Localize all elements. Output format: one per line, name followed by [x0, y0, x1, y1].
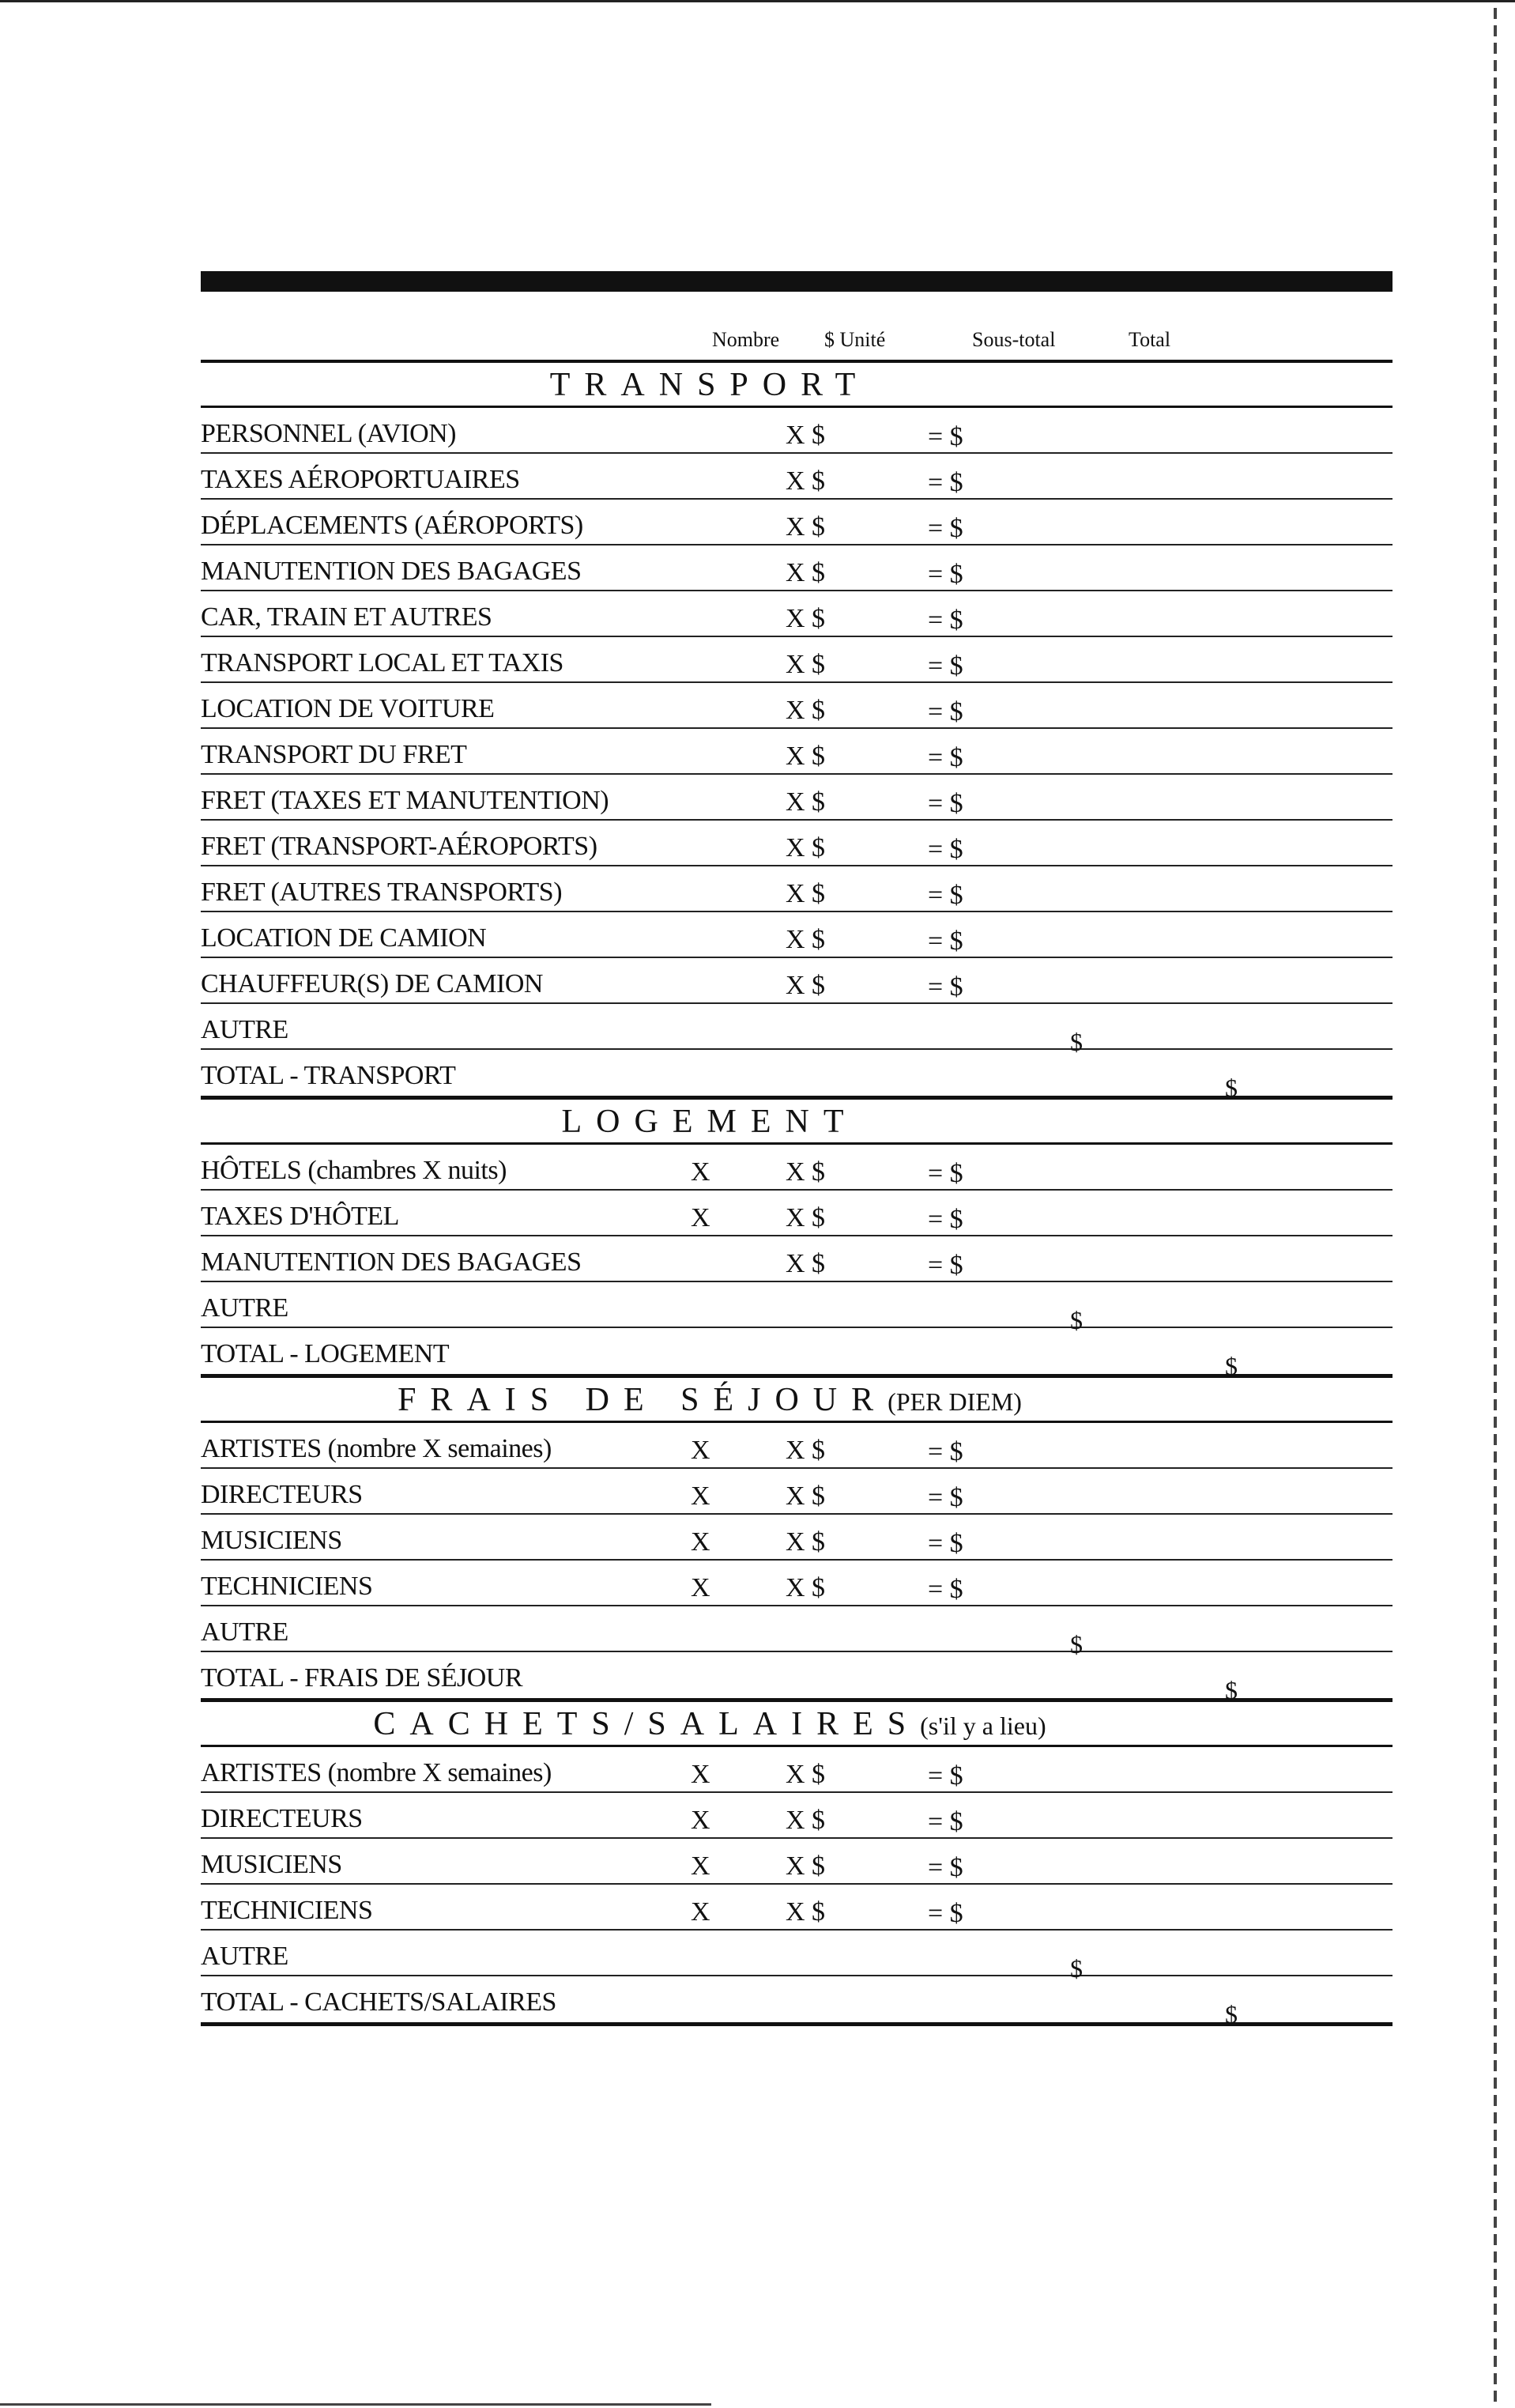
total-label: TOTAL - TRANSPORT	[201, 1061, 456, 1090]
sous-total-field[interactable]: = $	[928, 1251, 963, 1280]
form-row	[201, 775, 1393, 821]
sous-total-field[interactable]: = $	[928, 1437, 963, 1466]
total-row	[201, 1328, 1393, 1378]
row-label: CHAUFFEUR(S) DE CAMION	[201, 969, 543, 998]
autre-amount-field[interactable]: $	[1070, 1028, 1083, 1056]
section-title-transport	[201, 363, 1393, 408]
sous-total-field[interactable]: = $	[928, 651, 963, 681]
row-label: MANUTENTION DES BAGAGES	[201, 1247, 582, 1277]
sous-total-field[interactable]: = $	[928, 422, 963, 451]
section-heading-suffix: (PER DIEM)	[888, 1387, 1022, 1416]
total-row	[201, 1976, 1393, 2029]
count-multiplier[interactable]: X	[691, 1481, 710, 1511]
row-label: FRET (TAXES ET MANUTENTION)	[201, 786, 609, 815]
form-row	[201, 408, 1393, 454]
row-label: CAR, TRAIN ET AUTRES	[201, 602, 492, 632]
sous-total-field[interactable]: = $	[928, 1483, 963, 1512]
row-label: MANUTENTION DES BAGAGES	[201, 557, 582, 586]
count-multiplier[interactable]: X	[691, 1203, 710, 1232]
sous-total-field[interactable]: = $	[928, 1761, 963, 1791]
unit-price-field[interactable]: X $	[786, 421, 826, 450]
form-row	[201, 545, 1393, 591]
unit-price-field[interactable]: X $	[786, 1203, 826, 1232]
sous-total-field[interactable]: = $	[928, 835, 963, 864]
total-row	[201, 1652, 1393, 1702]
unit-price-field[interactable]: X $	[786, 742, 826, 771]
total-amount-field[interactable]: $	[1225, 2000, 1238, 2029]
sous-total-field[interactable]: = $	[928, 1899, 963, 1928]
row-label: ARTISTES (nombre X semaines)	[201, 1758, 552, 1787]
scan-edge-top	[0, 0, 1515, 2]
form-row	[201, 637, 1393, 683]
row-label: TRANSPORT LOCAL ET TAXIS	[201, 648, 563, 677]
unit-price-field[interactable]: X $	[786, 925, 826, 954]
unit-price-field[interactable]: X $	[786, 1573, 826, 1602]
form-row	[201, 1839, 1393, 1885]
unit-price-field[interactable]: X $	[786, 1760, 826, 1789]
row-label: TRANSPORT DU FRET	[201, 740, 467, 769]
sous-total-field[interactable]: = $	[928, 881, 963, 910]
section-heading	[201, 366, 1219, 404]
header-bar	[201, 271, 1393, 292]
count-multiplier[interactable]: X	[691, 1760, 710, 1789]
autre-row	[201, 1282, 1393, 1334]
autre-label: AUTRE	[201, 1617, 288, 1647]
form-row	[201, 1145, 1393, 1191]
section-heading-suffix: (s'il y a lieu)	[920, 1712, 1046, 1740]
total-amount-field[interactable]: $	[1225, 1676, 1238, 1704]
row-label: DIRECTEURS	[201, 1480, 363, 1509]
header-nombre: Nombre	[712, 328, 780, 351]
budget-form	[175, 271, 1393, 2029]
sous-total-field[interactable]: = $	[928, 606, 963, 635]
section-title-cachets	[201, 1702, 1393, 1747]
sous-total-field[interactable]: = $	[928, 1807, 963, 1836]
sous-total-field[interactable]: = $	[928, 1853, 963, 1882]
form-row	[201, 1515, 1393, 1561]
scan-edge-bottom	[0, 2403, 711, 2406]
total-amount-field[interactable]: $	[1225, 1074, 1238, 1102]
section-heading	[201, 1705, 1219, 1743]
form-row	[201, 1561, 1393, 1606]
row-label: MUSICIENS	[201, 1850, 342, 1879]
autre-label: AUTRE	[201, 1942, 288, 1971]
row-label: LOCATION DE VOITURE	[201, 694, 495, 723]
unit-price-field[interactable]: X $	[786, 696, 826, 725]
autre-amount-field[interactable]: $	[1070, 1954, 1083, 1983]
unit-price-field[interactable]: X $	[786, 1527, 826, 1557]
sous-total-field[interactable]: = $	[928, 468, 963, 497]
form-row	[201, 1747, 1393, 1793]
row-label: PERSONNEL (AVION)	[201, 419, 456, 448]
unit-price-field[interactable]: X $	[786, 1436, 826, 1465]
form-row	[201, 1423, 1393, 1469]
sous-total-field[interactable]: = $	[928, 789, 963, 818]
form-row	[201, 500, 1393, 545]
row-label: FRET (TRANSPORT-AÉROPORTS)	[201, 832, 597, 861]
form-row	[201, 591, 1393, 637]
unit-price-field[interactable]: X $	[786, 1481, 826, 1511]
count-multiplier[interactable]: X	[691, 1573, 710, 1602]
unit-price-field[interactable]: X $	[786, 787, 826, 817]
form-row	[201, 1236, 1393, 1282]
section-title-logement	[201, 1100, 1393, 1145]
row-label: DIRECTEURS	[201, 1804, 363, 1833]
row-label: DÉPLACEMENTS (AÉROPORTS)	[201, 511, 583, 540]
sous-total-field[interactable]: = $	[928, 927, 963, 956]
row-label: LOCATION DE CAMION	[201, 923, 487, 953]
row-label: TAXES D'HÔTEL	[201, 1202, 399, 1231]
unit-price-field[interactable]: X $	[786, 1249, 826, 1278]
unit-price-field[interactable]: X $	[786, 1851, 826, 1881]
count-multiplier[interactable]: X	[691, 1157, 710, 1187]
section-heading-text: CACHETS/SALAIRES	[373, 1706, 921, 1742]
column-headers	[201, 292, 1393, 363]
row-label: ARTISTES (nombre X semaines)	[201, 1434, 552, 1463]
form-row	[201, 1191, 1393, 1236]
autre-label: AUTRE	[201, 1015, 288, 1044]
total-row	[201, 1050, 1393, 1100]
row-label: TECHNICIENS	[201, 1896, 373, 1925]
count-multiplier[interactable]: X	[691, 1851, 710, 1881]
section-heading	[201, 1381, 1219, 1419]
count-multiplier[interactable]: X	[691, 1436, 710, 1465]
sous-total-field[interactable]: = $	[928, 972, 963, 1002]
section-heading	[201, 1103, 1219, 1141]
form-row	[201, 821, 1393, 866]
sous-total-field[interactable]: = $	[928, 1575, 963, 1604]
autre-row	[201, 1004, 1393, 1056]
total-label: TOTAL - CACHETS/SALAIRES	[201, 1987, 556, 2017]
unit-price-field[interactable]: X $	[786, 833, 826, 862]
sous-total-field[interactable]: = $	[928, 697, 963, 727]
section-heading-text: TRANSPORT	[549, 367, 870, 403]
row-label: MUSICIENS	[201, 1526, 342, 1555]
unit-price-field[interactable]: X $	[786, 512, 826, 542]
count-multiplier[interactable]: X	[691, 1897, 710, 1927]
section-title-sejour	[201, 1378, 1393, 1423]
form-row	[201, 866, 1393, 912]
unit-price-field[interactable]: X $	[786, 971, 826, 1000]
sous-total-field[interactable]: = $	[928, 1529, 963, 1558]
form-row	[201, 454, 1393, 500]
autre-row	[201, 1931, 1393, 1983]
autre-amount-field[interactable]: $	[1070, 1630, 1083, 1659]
unit-price-field[interactable]: X $	[786, 1897, 826, 1927]
unit-price-field[interactable]: X $	[786, 1157, 826, 1187]
form-row	[201, 912, 1393, 958]
total-label: TOTAL - FRAIS DE SÉJOUR	[201, 1663, 523, 1693]
autre-label: AUTRE	[201, 1293, 288, 1323]
sous-total-field[interactable]: = $	[928, 1159, 963, 1188]
form-row	[201, 1469, 1393, 1515]
form-row	[201, 1885, 1393, 1931]
row-label: HÔTELS (chambres X nuits)	[201, 1156, 507, 1185]
section-heading-text: FRAIS DE SÉJOUR	[398, 1382, 888, 1418]
form-row	[201, 1793, 1393, 1839]
header-unite: $ Unité	[824, 328, 886, 351]
sous-total-field[interactable]: = $	[928, 514, 963, 543]
form-row	[201, 729, 1393, 775]
autre-amount-field[interactable]: $	[1070, 1306, 1083, 1334]
form-sections	[175, 363, 1393, 2029]
count-multiplier[interactable]: X	[691, 1527, 710, 1557]
row-label: TAXES AÉROPORTUAIRES	[201, 465, 520, 494]
unit-price-field[interactable]: X $	[786, 879, 826, 908]
row-label: TECHNICIENS	[201, 1572, 373, 1601]
form-row	[201, 683, 1393, 729]
sous-total-field[interactable]: = $	[928, 743, 963, 772]
sous-total-field[interactable]: = $	[928, 560, 963, 589]
total-amount-field[interactable]: $	[1225, 1352, 1238, 1380]
total-label: TOTAL - LOGEMENT	[201, 1339, 450, 1368]
count-multiplier[interactable]: X	[691, 1806, 710, 1835]
autre-row	[201, 1606, 1393, 1659]
row-label: FRET (AUTRES TRANSPORTS)	[201, 878, 563, 907]
scan-edge-right	[1494, 8, 1497, 2403]
unit-price-field[interactable]: X $	[786, 1806, 826, 1835]
header-sous-total: Sous-total	[972, 328, 1056, 351]
sous-total-field[interactable]: = $	[928, 1205, 963, 1234]
unit-price-field[interactable]: X $	[786, 466, 826, 496]
unit-price-field[interactable]: X $	[786, 604, 826, 633]
header-total: Total	[1129, 328, 1171, 351]
form-row	[201, 958, 1393, 1004]
unit-price-field[interactable]: X $	[786, 650, 826, 679]
unit-price-field[interactable]: X $	[786, 558, 826, 587]
section-heading-text: LOGEMENT	[561, 1104, 858, 1140]
